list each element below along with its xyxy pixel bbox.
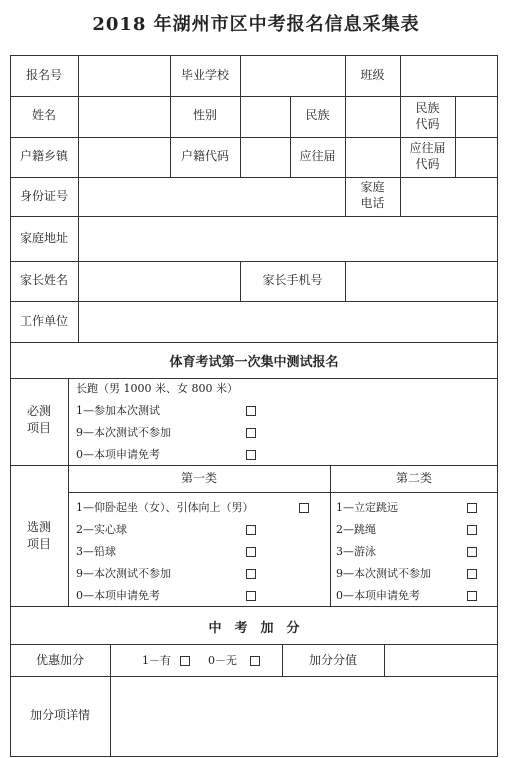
cat2-option-0-checkbox[interactable] bbox=[467, 591, 477, 601]
hukou-town-label: 户籍乡镇 bbox=[19, 149, 68, 163]
cat1-item-9: 9—本次测试不参加 bbox=[76, 567, 171, 580]
hukou-town-field[interactable] bbox=[79, 138, 170, 177]
ethnicity-field[interactable] bbox=[346, 97, 400, 137]
optional-label-1: 选测 bbox=[26, 520, 51, 534]
required-option-1-checkbox[interactable] bbox=[246, 406, 256, 416]
cat2-option-3-checkbox[interactable] bbox=[467, 547, 477, 557]
address-label: 家庭地址 bbox=[19, 231, 68, 245]
class-label: 班级 bbox=[360, 68, 385, 82]
bonus-no-checkbox[interactable] bbox=[250, 656, 260, 666]
bonus-section-title: 中 考 加 分 bbox=[208, 621, 300, 636]
gender-field[interactable] bbox=[241, 97, 290, 137]
category-2-header: 第二类 bbox=[395, 471, 432, 485]
home-phone-label-1: 家庭 bbox=[360, 180, 385, 194]
required-label-2: 项目 bbox=[26, 421, 51, 435]
ethnicity-code-label-2: 代码 bbox=[415, 117, 440, 131]
grad-code-label-2: 代码 bbox=[415, 157, 440, 171]
preferential-label: 优惠加分 bbox=[35, 653, 84, 667]
cat1-item-0: 0—本项申请免考 bbox=[76, 589, 160, 602]
cat1-option-3-checkbox[interactable] bbox=[246, 547, 256, 557]
cat1-option-1-checkbox[interactable] bbox=[299, 503, 309, 513]
cat1-option-9-checkbox[interactable] bbox=[246, 569, 256, 579]
cat2-option-2-checkbox[interactable] bbox=[467, 525, 477, 535]
reg-no-field[interactable] bbox=[79, 56, 170, 96]
cat1-item-3: 3—铅球 bbox=[76, 545, 116, 558]
parent-name-label: 家长姓名 bbox=[19, 273, 68, 287]
cat2-item-1: 1—立定跳远 bbox=[336, 501, 398, 514]
required-item-title: 长跑（男 1000 米、女 800 米） bbox=[76, 382, 238, 395]
border-bottom bbox=[10, 756, 498, 757]
home-phone-label-2: 电话 bbox=[360, 196, 385, 210]
required-option-9-checkbox[interactable] bbox=[246, 428, 256, 438]
border-right bbox=[497, 55, 498, 757]
address-field[interactable] bbox=[79, 217, 497, 261]
cat1-option-2-checkbox[interactable] bbox=[246, 525, 256, 535]
bonus-details-label: 加分项详情 bbox=[29, 708, 90, 722]
bonus-yes-checkbox[interactable] bbox=[180, 656, 190, 666]
hukou-code-label: 户籍代码 bbox=[180, 149, 229, 163]
cat2-item-9: 9—本次测试不参加 bbox=[336, 567, 431, 580]
bonus-details-field[interactable] bbox=[111, 677, 497, 756]
cat2-option-1-checkbox[interactable] bbox=[467, 503, 477, 513]
bonus-no-label: 0－无 bbox=[208, 654, 237, 667]
gender-label: 性别 bbox=[192, 108, 217, 122]
id-no-label: 身份证号 bbox=[19, 189, 68, 203]
name-field[interactable] bbox=[79, 97, 170, 137]
grad-code-label-1: 应往届 bbox=[409, 141, 446, 155]
bonus-value-field[interactable] bbox=[385, 645, 497, 676]
workplace-field[interactable] bbox=[79, 302, 497, 342]
grad-class-field[interactable] bbox=[346, 138, 400, 177]
cat1-option-0-checkbox[interactable] bbox=[246, 591, 256, 601]
required-option-0-checkbox[interactable] bbox=[246, 450, 256, 460]
hukou-code-field[interactable] bbox=[241, 138, 290, 177]
required-item-9: 9—本次测试不参加 bbox=[76, 426, 171, 439]
optional-label-2: 项目 bbox=[26, 537, 51, 551]
cat2-item-3: 3—游泳 bbox=[336, 545, 376, 558]
cat2-item-0: 0—本项申请免考 bbox=[336, 589, 420, 602]
cat2-option-9-checkbox[interactable] bbox=[467, 569, 477, 579]
ethnicity-label: 民族 bbox=[305, 108, 330, 122]
school-label: 毕业学校 bbox=[180, 68, 229, 82]
required-label-1: 必测 bbox=[26, 404, 51, 418]
cat1-item-2: 2—实心球 bbox=[76, 523, 127, 536]
pe-section-title: 体育考试第一次集中测试报名 bbox=[169, 355, 339, 370]
cat1-item-1: 1—仰卧起坐（女）、引体向上（男） bbox=[76, 501, 254, 514]
reg-no-label: 报名号 bbox=[25, 68, 62, 82]
id-no-field[interactable] bbox=[79, 178, 345, 216]
form-title: 2018 年湖州市区中考报名信息采集表 bbox=[92, 14, 420, 35]
cat2-item-2: 2—跳绳 bbox=[336, 523, 376, 536]
form-table bbox=[10, 55, 498, 757]
parent-name-field[interactable] bbox=[79, 262, 240, 301]
home-phone-field[interactable] bbox=[401, 178, 497, 216]
required-item-0: 0—本项申请免考 bbox=[76, 448, 160, 461]
name-label: 姓名 bbox=[31, 108, 56, 122]
grad-class-label: 应往届 bbox=[299, 149, 336, 163]
school-field[interactable] bbox=[241, 56, 345, 96]
ethnicity-code-field[interactable] bbox=[456, 97, 497, 137]
bonus-value-label: 加分分值 bbox=[308, 653, 357, 667]
bonus-yes-label: 1－有 bbox=[142, 654, 171, 667]
parent-mobile-field[interactable] bbox=[346, 262, 497, 301]
parent-mobile-label: 家长手机号 bbox=[262, 273, 323, 287]
required-item-1: 1—参加本次测试 bbox=[76, 404, 160, 417]
class-field[interactable] bbox=[401, 56, 497, 96]
workplace-label: 工作单位 bbox=[19, 314, 68, 328]
ethnicity-code-label-1: 民族 bbox=[415, 101, 440, 115]
grad-code-field[interactable] bbox=[456, 138, 497, 177]
category-1-header: 第一类 bbox=[180, 471, 217, 485]
